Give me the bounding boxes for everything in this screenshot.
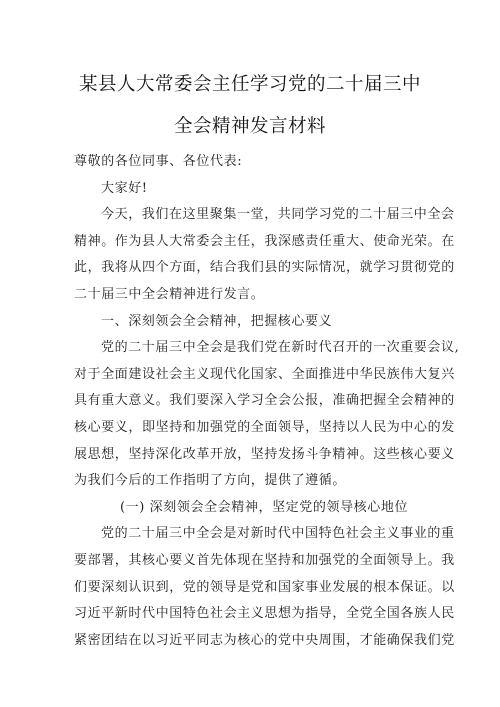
body-line: 二十届三中全会精神进行发言。 [74,287,265,302]
body-line: 大家好! [101,180,148,196]
body-line: 此，我将从四个方面，结合我们县的实际情况，就学习贯彻党的 [74,260,455,276]
body-line: 要部署，其核心要义首先体现在坚持和加强党的全面领导上。我 [74,553,455,568]
body-line: 对于全面建设社会主义现代化国家、全面推进中华民族伟大复兴 [74,366,455,382]
body-line: 们要深刻认识到，党的领导是党和国家事业发展的根本保证。以 [74,579,455,595]
body-line: 尊敬的各位同事、各位代表: [74,154,243,169]
body-line: 一、深刻领会全会精神，把握核心要义 [101,313,333,329]
document-title-line-1: 某县人大常委会主任学习党的二十届三中 [78,74,421,95]
body-line: 核心要义，即坚持和加强党的全面领导，坚持以人民为中心的发 [74,420,455,435]
body-line: 具有重大意义。我们要深入学习全会公报，准确把握全会精神的 [74,393,455,409]
document-title-line-2: 全会精神发言材料 [173,116,326,137]
body-line: 习近平新时代中国特色社会主义思想为指导，全党全国各族人民 [74,606,455,622]
body-line: 党的二十届三中全会是对新时代中国特色社会主义事业的重 [101,526,455,542]
body-line: 为我们今后的工作指明了方向，提供了遵循。 [74,473,347,489]
body-line: 紧密团结在以习近平同志为核心的党中央周围，才能确保我们党 [74,632,455,648]
body-line: (一) 深刻领会全会精神，坚定党的领导核心地位 [120,499,409,515]
body-line: 党的二十届三中全会是我们党在新时代召开的一次重要会议, [101,340,460,356]
body-line: 展思想，坚持深化改革开放，坚持发扬斗争精神。这些核心要义 [74,446,455,462]
body-line: 今天，我们在这里聚集一堂，共同学习党的二十届三中全会 [101,207,455,223]
body-line: 精神。作为县人大常委会主任，我深感责任重大、使命光荣。在 [74,233,455,249]
